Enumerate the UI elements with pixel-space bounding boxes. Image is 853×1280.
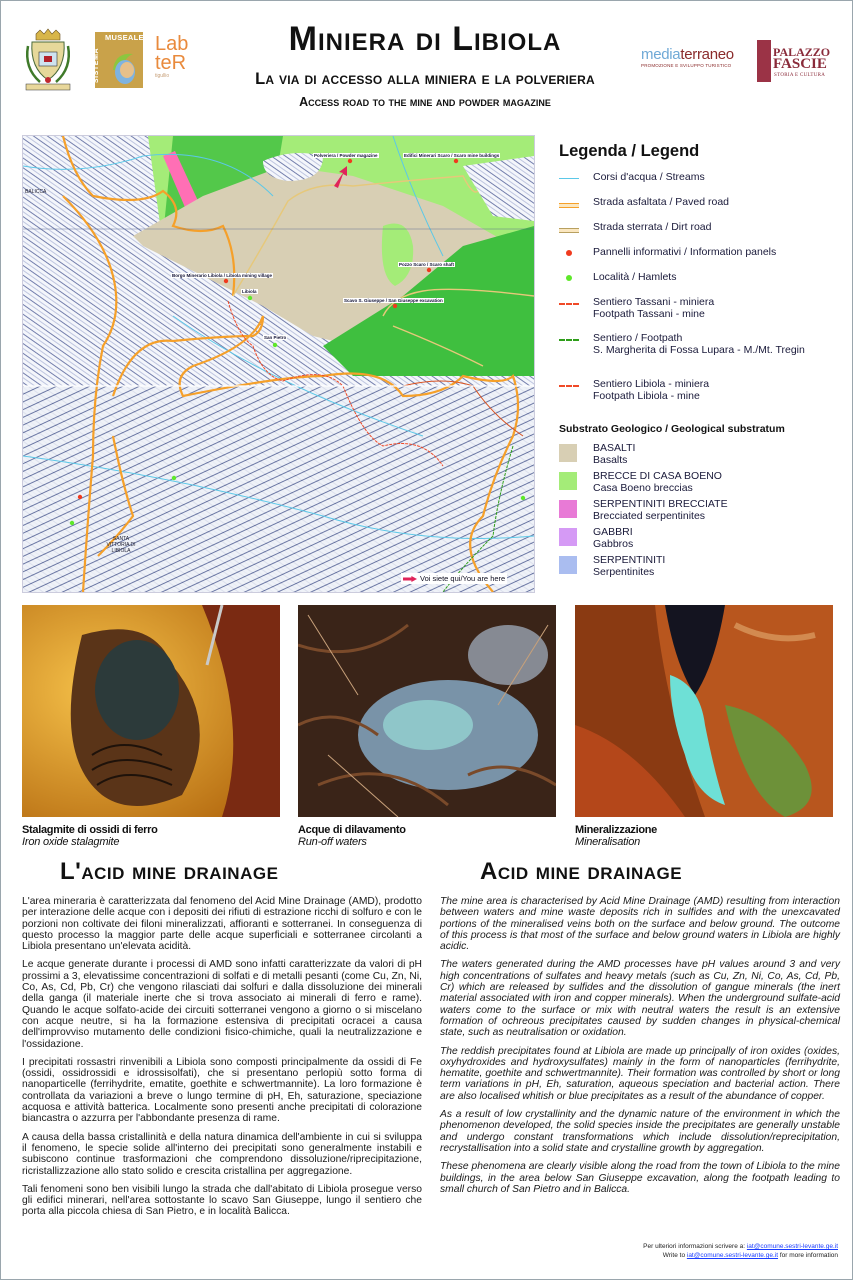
map-info-panel-marker xyxy=(427,268,431,272)
legend-item xyxy=(545,272,845,297)
geology-legend-item xyxy=(545,499,845,527)
labter-tigullio-logo: Lab teR tigullio xyxy=(155,33,189,79)
geology-legend-item xyxy=(545,527,845,555)
map-place-name: BALICCA xyxy=(25,189,47,195)
section-heading-italian: L'acid mine drainage xyxy=(60,858,279,885)
legend-item xyxy=(545,172,845,197)
subtitle-italian: La via di accesso alla miniera e la polveriera xyxy=(255,70,595,88)
legend-item xyxy=(545,379,845,415)
color-swatch-icon xyxy=(559,472,577,490)
contact-info: Per ulteriori informazioni scrivere a: iat@comune.sestri-levante.ge.it Write to iat@comune.sestri-levante.ge.it for more information xyxy=(643,1243,838,1259)
geology-label: Basalts xyxy=(593,453,628,466)
color-swatch-icon xyxy=(559,444,577,462)
geology-legend-item xyxy=(545,555,845,583)
email-link[interactable]: iat@comune.sestri-levante.ge.it xyxy=(746,1243,838,1250)
paragraph: The reddish precipitates found at Libiola are made up principally of iron oxides (oxides, oxyhydroxides and hydroxysulfates) mainly in the form of nanoparticles (ferrihydrite, hematite, goethite and schwertmannite). Their formation was controlled by short or long term variations in pH, Eh, saturation, aqueous speciation and bacterial action. There are also localised whitish or blue precipitates as a result of the abundance of copper. xyxy=(440,1045,840,1102)
photo-run-off-waters xyxy=(298,605,556,817)
geology-label: SERPENTINITI xyxy=(593,554,666,566)
geology-label: BASALTI xyxy=(593,442,636,454)
map-label: Borgo Minerario Libiola / Libiola mining village xyxy=(172,273,273,278)
legend-item xyxy=(545,297,845,333)
paragraph: Tali fenomeni sono ben visibili lungo la strada che dall'abitato di Libiola prosegue verso gli edifici minerari, nell'area sottostante lo scavo San Giuseppe, lungo il sentiero che porta alla piccola chiesa di San Pietro, e in località Balicca. xyxy=(22,1183,422,1218)
photo-caption: Mineralizzazione Mineralisation xyxy=(575,824,657,848)
map-graphic xyxy=(23,136,534,592)
subtitle-english: Access road to the mine and powder magazine xyxy=(299,95,551,109)
body-text-italian xyxy=(22,896,422,1225)
legend-item-label-en: Footpath Tassani - mine xyxy=(593,307,705,320)
dot-marker-icon xyxy=(566,250,572,256)
legend-item-label: Sentiero Tassani - miniera xyxy=(593,296,715,308)
legend-item xyxy=(545,333,845,379)
legend-item-label-en: S. Margherita di Fossa Lupara - M./Mt. Tregin xyxy=(593,343,805,356)
geology-legend-title: Substrato Geologico / Geological substratum xyxy=(559,423,785,435)
red-arrow-icon xyxy=(403,576,417,582)
paragraph: As a result of low crystallinity and the dynamic nature of the environment in which the phenomenon developed, the solid species inside the precipitates are generally unstable and undergo constant transformations which include dissolution/reprecipitation, recrystallisation into a solid state and crystalline growth by aggregation. xyxy=(440,1109,840,1154)
body-text-english xyxy=(440,896,840,1202)
dashed-path-icon xyxy=(559,339,579,341)
map-label: Pozzo Scaro / Scaro shaft xyxy=(399,262,455,267)
map-info-panel-marker xyxy=(454,159,458,163)
map-info-panel-marker xyxy=(224,279,228,283)
paragraph: A causa della bassa cristallinità e della natura dinamica dell'ambiente in cui si sviluppa il fenomeno, le specie solide all'interno dei precipitati sono generalmente instabili e subiscono continue trasformazioni che comprendono dissoluzione/riprecipitazione, ricristallizzazione allo stato solido e crescita cristallina per aggregazione. xyxy=(22,1131,422,1177)
legend-title: Legenda / Legend xyxy=(559,142,700,160)
map-label: Edifici Minerari Scaro / Scaro mine buildings xyxy=(404,153,500,158)
mediaterraneo-logo: mediaterraneo PROMOZIONE E SVILUPPO TURISTICO xyxy=(641,46,734,68)
map-hamlet-marker xyxy=(70,521,74,525)
paragraph: Le acque generate durante i processi di AMD sono infatti caratterizzate da valori di pH prossimi a 3, elevatissime concentrazioni di solfati e di metalli pesanti (come Cu, Zn, Ni, Co, As, Cd, Pb, Cr) che vengono rilasciati dai solfuri e dalla dissoluzione dei minerali della ganga (il materiale inerte che si trova associato ai minerali di ferro e rame). Quando le acque solfato-acide dei circuiti sotterranei vengono a giorno o si miscelano con acque neutre, si ha la formazione estensiva di precipitati ocracei a causa dell'improvviso mutamento delle condizioni fisico-chimiche, quali la neutralizzazione e l'ossidazione. xyxy=(22,959,422,1050)
color-swatch-icon xyxy=(559,556,577,574)
road-line-icon xyxy=(559,203,579,208)
dashed-path-icon xyxy=(559,303,579,305)
photo-iron-oxide-stalagmite xyxy=(22,605,280,817)
road-line-icon xyxy=(559,228,579,233)
photo-mineralisation xyxy=(575,605,833,817)
color-swatch-icon xyxy=(559,500,577,518)
dashed-path-icon xyxy=(559,385,579,387)
geology-label: GABBRI xyxy=(593,526,633,538)
legend-item-label: Sentiero / Footpath xyxy=(593,332,683,344)
geology-label: Serpentinites xyxy=(593,565,655,578)
sestri-levante-crest-logo xyxy=(22,28,74,94)
map-hamlet-marker xyxy=(273,343,277,347)
geology-label: SERPENTINITI BRECCIATE xyxy=(593,498,728,510)
geology-label: Casa Boeno breccias xyxy=(593,481,693,494)
geology-legend-item xyxy=(545,471,845,499)
map-hamlet-marker xyxy=(172,476,176,480)
map-label: Libiola xyxy=(242,289,257,294)
color-swatch-icon xyxy=(559,528,577,546)
legend-item-label-en: Footpath Libiola - mine xyxy=(593,389,700,402)
legend-item-label: Corsi d'acqua / Streams xyxy=(593,171,705,183)
map-hamlet-marker xyxy=(521,496,525,500)
palazzo-fascie-logo: PALAZZO FASCIE STORIA E CULTURA xyxy=(757,40,837,84)
map-label: San Pietro xyxy=(264,335,287,340)
topographic-map xyxy=(22,135,535,593)
sistema-museale-logo: MUSEALE SISTEMA xyxy=(95,32,143,88)
map-info-panel-marker xyxy=(348,159,352,163)
map-place-name: SANTA VITTORIA DI LIBIOLA xyxy=(106,536,136,554)
map-info-panel-marker xyxy=(78,495,82,499)
map-hamlet-marker xyxy=(248,296,252,300)
photo-caption: Acque di dilavamento Run-off waters xyxy=(298,824,406,848)
section-heading-english: Acid mine drainage xyxy=(480,858,683,885)
geology-label: BRECCE DI CASA BOENO xyxy=(593,470,722,482)
legend-item xyxy=(545,222,845,247)
stream-line-icon xyxy=(559,178,579,179)
paragraph: The waters generated during the AMD processes have pH values around 3 and very high concentrations of sulfates and heavy metals (such as Cu, Zn, Ni, Co, As, Cd, Pb, Cr) which are released by sulfides and the dissolution of gangue minerals (the inert material associated with iron and copper minerals). When the underground sulfate-acid waters come to the surface or mix with neutral waters the result is an extensive formation of ochreous precipitates caused by sudden changes in physical-chemical state, such as neutralisation or oxidation. xyxy=(440,959,840,1039)
you-are-here-key: Voi siete qui/You are here xyxy=(401,573,507,584)
paragraph: These phenomena are clearly visible along the road from the town of Libiola to the mine buildings, in the area below San Giuseppe excavation, along the footpath leading to small church of San Pietro and in Balicca. xyxy=(440,1161,840,1195)
dot-marker-icon xyxy=(566,275,572,281)
legend-item xyxy=(545,247,845,272)
geology-legend-item xyxy=(545,443,845,471)
legend-item-label: Località / Hamlets xyxy=(593,271,677,283)
geology-label: Brecciated serpentinites xyxy=(593,509,706,522)
legend-item xyxy=(545,197,845,222)
page-title: Miniera di Libiola xyxy=(288,20,562,58)
paragraph: I precipitati rossastri rinvenibili a Libiola sono composti principalmente da ossidi di Fe (ossidi, ossidrossidi e idrossisolfati), che si presentano perlopiù sotto forma di nanoparticelle (ferrihydrite, ematite, goethite e schwertmannite). La loro formazione è controllata da variazioni a breve o lungo termine di pH, Eh, saturazione, speciazione acquosa e attività batterica. Localmente sono presenti anche precipitati di colorazione biancastra o azzurra per l'abbondante presenza di rame. xyxy=(22,1056,422,1125)
tower-icon xyxy=(757,40,771,82)
photo-caption: Stalagmite di ossidi di ferro Iron oxide stalagmite xyxy=(22,824,158,848)
map-label: Polveriera / Powder magazine xyxy=(314,153,378,158)
legend-item-label: Sentiero Libiola - miniera xyxy=(593,378,710,390)
map-legend xyxy=(545,142,845,583)
paragraph: The mine area is characterised by Acid Mine Drainage (AMD) resulting from interaction between waters and mine waste deposits rich in sulfides and with the unexcavated portions of the mineralised veins both on the surface and below ground. The outcome of this process is that most of the surface and below ground waters in Libiola are highly acidic. xyxy=(440,896,840,953)
legend-item-label: Strada sterrata / Dirt road xyxy=(593,221,712,233)
legend-item-label: Pannelli informativi / Information panels xyxy=(593,246,777,258)
geology-label: Gabbros xyxy=(593,537,634,550)
legend-item-label: Strada asfaltata / Paved road xyxy=(593,196,730,208)
email-link[interactable]: iat@comune.sestri-levante.ge.it xyxy=(686,1252,779,1259)
map-label: Scavo S. Giuseppe / San Giuseppe excavation xyxy=(344,298,443,303)
map-info-panel-marker xyxy=(393,304,397,308)
paragraph: L'area mineraria è caratterizzata dal fenomeno del Acid Mine Drainage (AMD), prodotto per interazione delle acque con i depositi dei rifiuti di estrazione ricchi di solfuro e con le porzioni non coltivate dei filoni mineralizzati, affioranti e sotterranei. In conseguenza di questo processo la maggior parte delle acque superficiali e sotterranee circolanti a Libiola presentano un'elevata acidità. xyxy=(22,896,422,953)
